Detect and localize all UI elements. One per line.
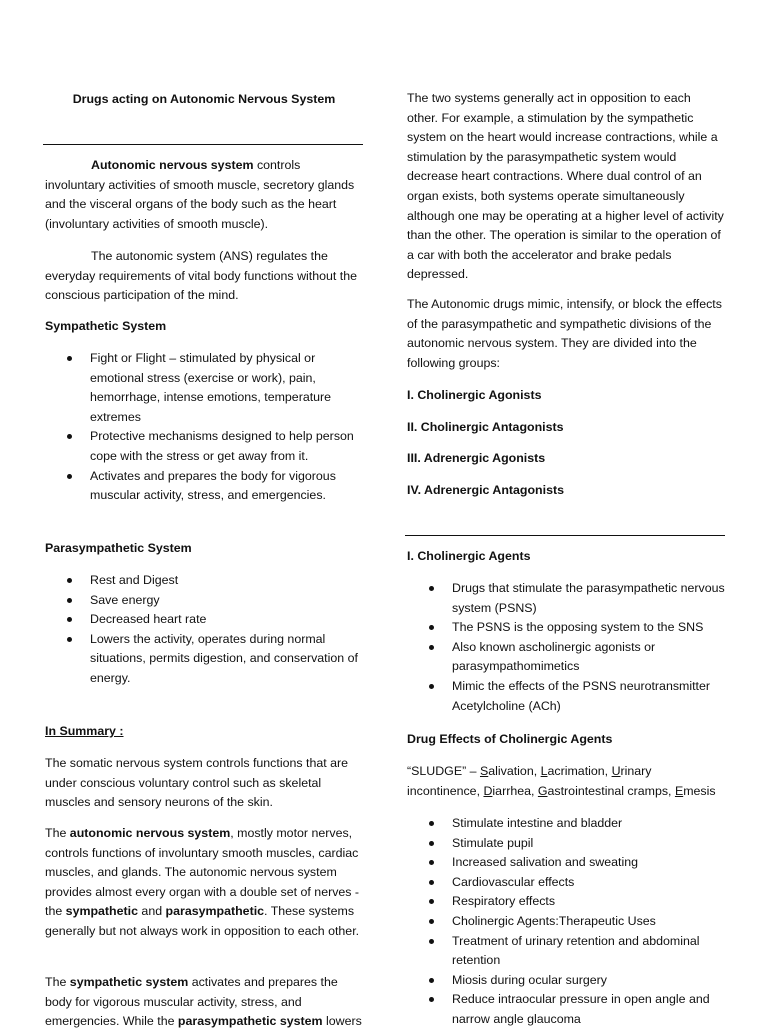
bullet-icon	[67, 578, 72, 583]
list-item: Save energy	[45, 591, 363, 611]
bullet-icon	[67, 356, 72, 361]
list-item: Cardiovascular effects	[407, 873, 725, 893]
list-item: Protective mechanisms designed to help person cope with the stress or get away from it.	[45, 427, 363, 466]
bullet-icon	[429, 586, 434, 591]
intro-paragraph-1	[45, 156, 363, 234]
opposition-paragraph: The two systems generally act in opposition to each other. For example, a stimulation by the sympathetic system on the heart would increase contractions, while a stimulation by the parasympathetic system would decrease heart contractions. Where dual control of an organ exists, both systems operate simultaneously although one may be operating at a higher level of activity than the other. The operation is similar to the operation of a car with both the accelerator and brake pedals depressed.	[407, 91, 724, 282]
bullet-icon	[67, 637, 72, 642]
drug-effects-list	[407, 814, 725, 1030]
list-item: Cholinergic Agents:Therapeutic Uses	[407, 912, 725, 932]
intro-term: Autonomic nervous system	[91, 158, 254, 172]
group-item: II. Cholinergic Antagonists	[407, 420, 564, 434]
list-item: Respiratory effects	[407, 892, 725, 912]
group-item: III. Adrenergic Agonists	[407, 451, 546, 465]
list-item: Activates and prepares the body for vigorous muscular activity, stress, and emergencies.	[45, 467, 363, 506]
bullet-icon	[429, 841, 434, 846]
summary-paragraph-1: The somatic nervous system controls functions that are under conscious voluntary control such as skeletal muscles and sensory neurons of the skin.	[45, 756, 349, 810]
bullet-icon	[429, 899, 434, 904]
sludge-line: “SLUDGE” – Salivation, Lacrimation, Urinary incontinence, Diarrhea, Gastrointestinal cramps, Emesis	[407, 764, 716, 798]
list-item: Treatment of urinary retention and abdominal retention	[407, 932, 725, 971]
bullet-icon	[429, 821, 434, 826]
bullet-icon	[429, 684, 434, 689]
document-title: Drugs acting on Autonomic Nervous System	[72, 92, 336, 106]
bullet-icon	[429, 880, 434, 885]
group-item: IV. Adrenergic Antagonists	[407, 483, 564, 497]
summary-paragraph-3: The sympathetic system activates and prepares the body for vigorous muscular activity, stress, and emergencies. While the parasympathetic system lowers	[45, 975, 362, 1029]
list-item: Also known ascholinergic agonists or parasympathomimetics	[407, 638, 725, 677]
summary-paragraph-2: The autonomic nervous system, mostly motor nerves, controls functions of involuntary smooth muscles, cardiac muscles, and glands. The autonomic nervous system provides almost every organ with a double set of nerves - the sympathetic and parasympathetic. These systems generally but not always work in opposition to each other.	[45, 826, 360, 938]
bullet-icon	[429, 939, 434, 944]
bullet-icon	[429, 997, 434, 1002]
bullet-icon	[67, 434, 72, 439]
cholinergic-list	[407, 579, 725, 716]
summary-heading: In Summary :	[45, 724, 124, 738]
intro-text: controls involuntary activities of smooth muscle, secretory glands and the visceral organs of the body such as the heart (involuntary activities of smooth muscle).	[45, 158, 355, 231]
section-divider	[405, 535, 725, 536]
bullet-icon	[429, 625, 434, 630]
title-divider	[43, 144, 363, 145]
bullet-icon	[429, 978, 434, 983]
bullet-icon	[429, 645, 434, 650]
bullet-icon	[67, 474, 72, 479]
bullet-icon	[429, 919, 434, 924]
cholinergic-heading: I. Cholinergic Agents	[407, 549, 531, 563]
group-item: I. Cholinergic Agonists	[407, 388, 542, 402]
list-item: Drugs that stimulate the parasympathetic nervous system (PSNS)	[407, 579, 725, 618]
list-item: Decreased heart rate	[45, 610, 363, 630]
list-item: Mimic the effects of the PSNS neurotransmitter Acetylcholine (ACh)	[407, 677, 725, 716]
list-item: Lowers the activity, operates during normal situations, permits digestion, and conservation of energy.	[45, 630, 363, 689]
list-item: Stimulate intestine and bladder	[407, 814, 725, 834]
list-item: Fight or Flight – stimulated by physical or emotional stress (exercise or work), pain, hemorrhage, intense emotions, temperature extremes	[45, 349, 363, 427]
intro-paragraph-2: The autonomic system (ANS) regulates the everyday requirements of vital body functions without the conscious participation of the mind.	[45, 249, 357, 303]
sympathetic-list	[45, 349, 363, 506]
list-item: Increased salivation and sweating	[407, 853, 725, 873]
drug-effects-heading: Drug Effects of Cholinergic Agents	[407, 732, 613, 746]
parasympathetic-heading: Parasympathetic System	[45, 541, 192, 555]
list-item: Reduce intraocular pressure in open angle and narrow angle glaucoma	[407, 990, 725, 1029]
autonomic-drugs-paragraph: The Autonomic drugs mimic, intensify, or block the effects of the parasympathetic and sympathetic divisions of the autonomic nervous system. They are divided into the following groups:	[407, 297, 722, 370]
list-item: Rest and Digest	[45, 571, 363, 591]
parasympathetic-list	[45, 571, 363, 689]
list-item: The PSNS is the opposing system to the SNS	[407, 618, 725, 638]
bullet-icon	[429, 860, 434, 865]
bullet-icon	[67, 617, 72, 622]
list-item: Miosis during ocular surgery	[407, 971, 725, 991]
bullet-icon	[67, 598, 72, 603]
list-item: Stimulate pupil	[407, 834, 725, 854]
sympathetic-heading: Sympathetic System	[45, 319, 167, 333]
